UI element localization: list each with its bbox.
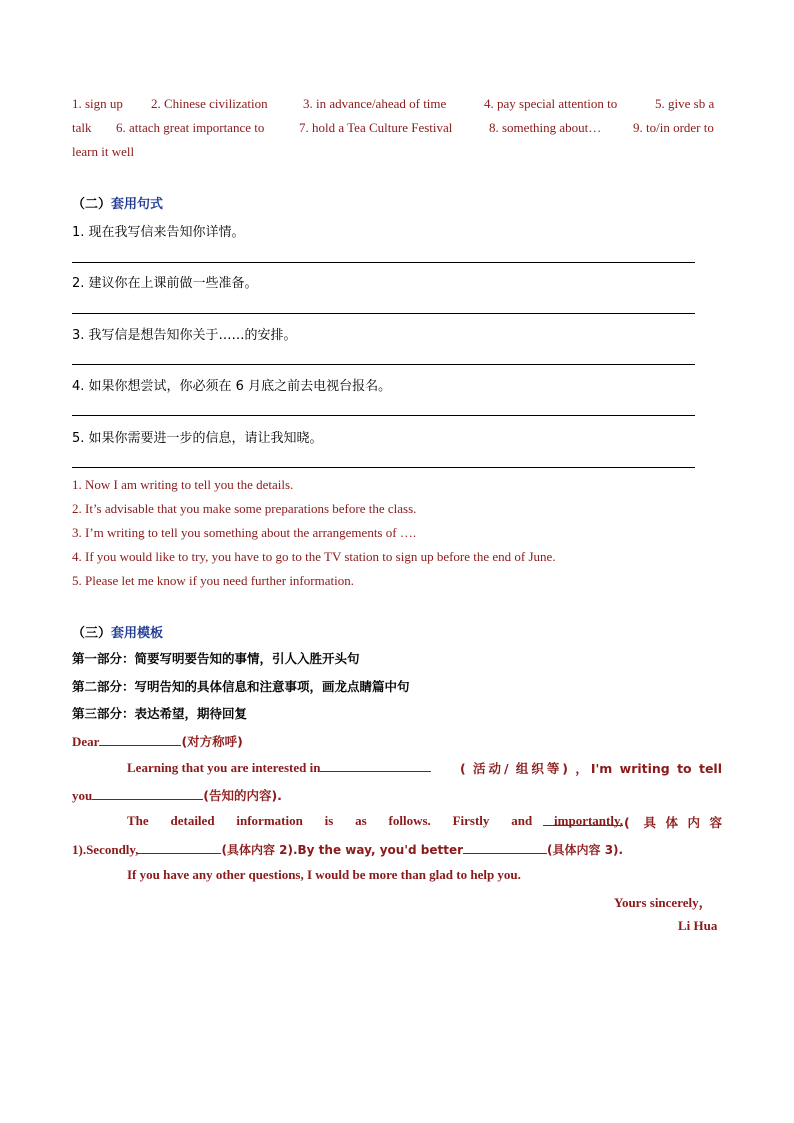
paragraph-note: (告知的内容). xyxy=(203,788,282,803)
phrase-item: 3. in advance/ahead of time xyxy=(303,96,447,111)
phrase-item: 6. attach great importance to xyxy=(116,120,265,135)
blank-line xyxy=(138,841,221,854)
paragraph-2-line-2 xyxy=(72,841,623,858)
prompt-4: 4. 如果你想尝试，你必须在 6 月底之前去电视台报名。 xyxy=(72,379,392,394)
answer-5: 5. Please let me know if you need further information. xyxy=(72,573,354,588)
answer-line xyxy=(72,467,695,468)
paragraph-2-blank xyxy=(543,813,623,831)
blank-line xyxy=(92,787,203,800)
section-heading-title: 套用模板 xyxy=(111,626,164,641)
section-heading xyxy=(72,193,163,212)
answer-2: 2. It’s advisable that you make some preparations before the class. xyxy=(72,501,417,516)
paragraph-3: If you have any other questions, I would be more than glad to help you. xyxy=(127,867,521,882)
paragraph-1-line-2 xyxy=(72,786,282,804)
answer-3: 3. I’m writing to tell you something about the arrangements of …. xyxy=(72,525,417,540)
closing: Yours sincerely， xyxy=(614,895,712,910)
section-heading-title: 套用句式 xyxy=(111,197,164,212)
template-part-1: 第一部分：简要写明要告知的事情，引人入胜开头句 xyxy=(72,651,360,666)
signature: Li Hua xyxy=(678,918,718,933)
blank-line xyxy=(99,733,181,746)
template-part-3: 第三部分：表达希望，期待回复 xyxy=(72,706,248,721)
phrase-item: 7. hold a Tea Culture Festival xyxy=(299,120,453,135)
blank-line xyxy=(320,759,431,772)
phrase-item: talk xyxy=(72,120,92,135)
answer-1: 1. Now I am writing to tell you the details. xyxy=(72,477,294,492)
paragraph-text: you xyxy=(72,788,93,803)
phrase-item: learn it well xyxy=(72,144,135,159)
phrase-item: 9. to/in order to xyxy=(633,120,714,135)
paragraph-1-line-1 xyxy=(127,759,431,776)
section-heading-prefix: （三） xyxy=(72,626,112,641)
section-heading xyxy=(72,622,163,641)
paragraph-text: 1).Secondly, xyxy=(72,842,139,857)
phrase-item: 1. sign up xyxy=(72,96,123,111)
salutation-note: (对方称呼) xyxy=(181,734,243,749)
paragraph-2-line-1: The detailed information is as follows. Firstly and importantly, xyxy=(127,813,623,828)
answer-line xyxy=(72,313,695,314)
paragraph-note: (具体内容 2).By the way, you'd better xyxy=(221,843,464,857)
prompt-5: 5. 如果你需要进一步的信息，请让我知晓。 xyxy=(72,431,323,446)
phrase-item: 5. give sb a xyxy=(655,96,715,111)
phrase-item: 4. pay special attention to xyxy=(484,96,618,111)
template-part-2: 第二部分：写明告知的具体信息和注意事项，画龙点睛篇中句 xyxy=(72,679,410,694)
phrase-item: 8. something about… xyxy=(489,120,602,135)
section-heading-prefix: （二） xyxy=(72,197,112,212)
phrase-item: 2. Chinese civilization xyxy=(151,96,268,111)
prompt-3: 3. 我写信是想告知你关于……的安排。 xyxy=(72,328,297,343)
prompt-2: 2. 建议你在上课前做一些准备。 xyxy=(72,276,258,291)
salutation xyxy=(72,732,243,750)
paragraph-text: Learning that you are interested in xyxy=(127,760,321,775)
blank-line xyxy=(543,813,623,826)
prompt-1: 1. 现在我写信来告知你详情。 xyxy=(72,225,245,240)
answer-line xyxy=(72,262,695,263)
answer-4: 4. If you would like to try, you have to go to the TV station to sign up before the end of June. xyxy=(72,549,556,564)
answer-line xyxy=(72,415,695,416)
salutation-label: Dear xyxy=(72,734,100,749)
paragraph-2-note: ( 具体内容 xyxy=(624,815,722,830)
paragraph-1-note: ( 活动/ 组织等) ，I'm writing to tell xyxy=(460,761,722,776)
answer-line xyxy=(72,364,695,365)
paragraph-note: (具体内容 3). xyxy=(547,843,624,857)
blank-line xyxy=(463,841,547,854)
